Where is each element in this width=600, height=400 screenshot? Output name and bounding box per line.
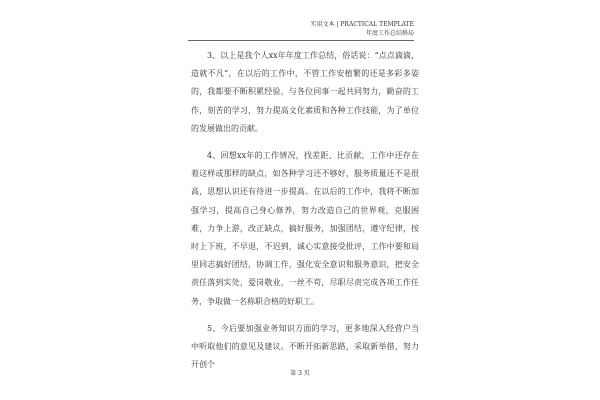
- paragraph-3: 3、以上是我个人xx年年度工作总结，俗话说：“点点滴滴，造就不凡”，在以后的工作中，不管工作安植繁的还是多彩多姿的，我都要不断积累经验，与各位同事一起共同努力，勤奋的工作，刻苦的学习，努力提高文化素质和各种工作技能，为了单位的发展做出的贡献。: [191, 51, 419, 133]
- page-number: 第 3 页: [290, 370, 310, 377]
- paragraph-5: 5、今后要加强业务知识方面的学习，更多地深入经营户当中听取他们的意见及建议。不断开拓新思路，采取新举措，努力开创个: [191, 323, 419, 370]
- header-divider: [188, 40, 414, 41]
- page-header: [311, 20, 414, 38]
- header-subtitle: 年度工作总结格局: [365, 30, 414, 37]
- paragraph-4: 4、回想xx年的工作情况，找差距、比贡献，工作中还存在着这样或那样的缺点，如各种学习还不够好，服务质量还不是很高，思想认识还有待进一步提高。在以后的工作中，我将不断加强学习，提高自己身心修养，努力改造自己的世界观，克服困难，力争上游，改正缺点，搞好服务，加强团结，遵守纪律，按时上下班，不早退，不迟到，诚心实意接受批评，工作中要和局里同志搞好团结，协调工作，强化安全意识和服务意识，把安全责任落到实处，爱岗敬业，一丝不苟，尽职尽责完成各项工作任务，争取做一名称职合格的好职工。: [191, 151, 419, 306]
- header-title: 实用文本 | PRACTICAL TEMPLATE: [310, 21, 414, 28]
- document-body: [191, 47, 419, 374]
